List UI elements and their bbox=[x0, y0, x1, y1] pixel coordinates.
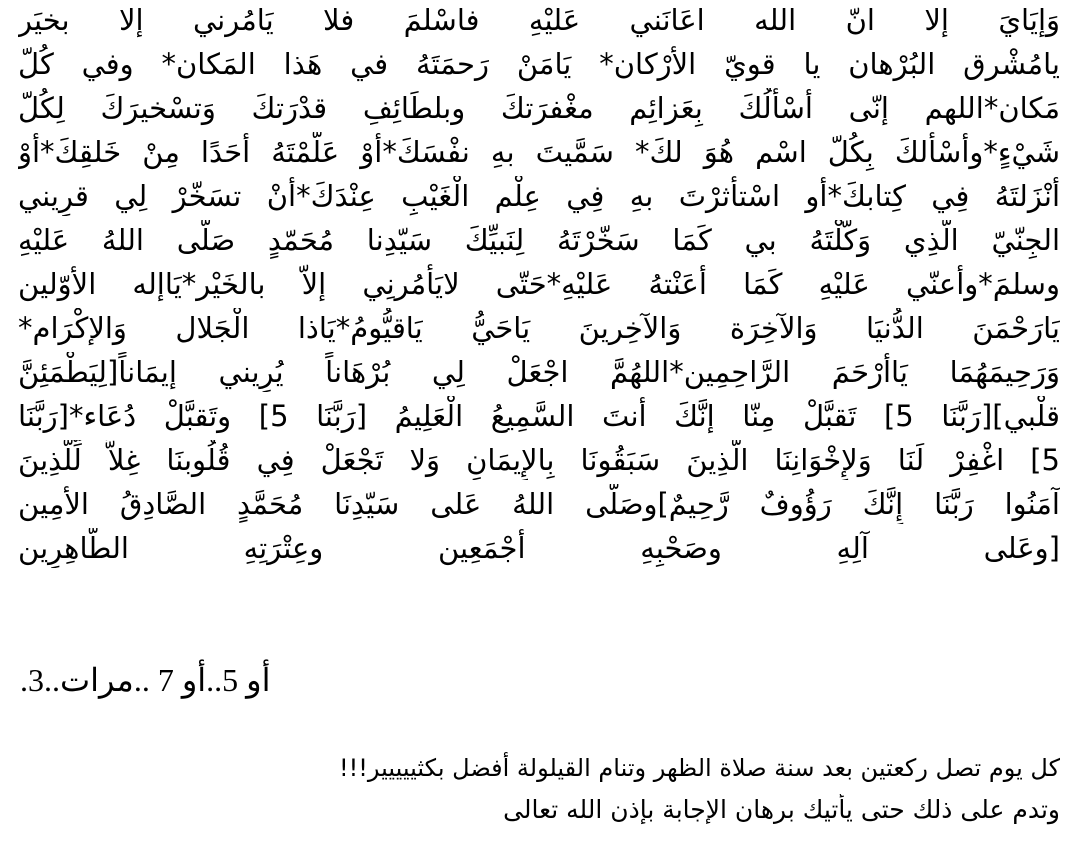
text-line-8: يَارَحْمَنَ الدُّنيَا وَالآخِرَة وَالآخِرينَ يَاحَيُّ يَاقيُّومُ*يَاذا الْجَلال وَالإكْرَام* bbox=[18, 311, 1060, 345]
text-line-2: يامُشْرق البُرْهان يا قويّ الأرْكان* يَامَنْ رَحمَتَهُ في هَذا المَكان* وفي كُلّ bbox=[18, 47, 1060, 81]
footer-line-2: وتدم على ذلك حتى يأتيك برهان الإجابة بإذن الله تعالى bbox=[503, 795, 1060, 824]
text-line-7: وسلمَ*وأعنّي عَليْهِ كَمَا أعَنْتهُ عَليْهِ*حَتّى لايَأمُرنِي إلاّ بالخَيْر*يَاإله الأوّلين bbox=[18, 267, 1060, 301]
text-line-10: قلْبي][رَبَّنَا 5] تَقبَّلْ مِنّا إنَّكَ أنتَ السَّمِيعُ الْعَلِيمُ [رَبَّنَا 5] وتَقبَّلْ دُعَاء*[رَبَّنَا bbox=[18, 399, 1060, 433]
text-line-5: أنْزَلتَهُ فِي كِتابكَ*أو اسْتأثرْتَ بهِ فِي عِلْم الْغَيْبِ عِنْدَكَ*أنْ تسَخّرْ لِي قرِيني bbox=[18, 179, 1060, 213]
text-line-13: [وعَلى آلِهِ وصَحْبِهِ أجْمَعِين وعِتْرَتِهِ الطَّاهِرِين bbox=[18, 531, 1060, 565]
text-line-1: وَإيَايَ إلا انّ الله اعَانَني عَليْهِ فاسْلمَ فلا يَامُرني إلا بخيَر bbox=[18, 3, 1060, 37]
footer-line-1: كل يوم تصل ركعتين بعد سنة صلاة الظهر وتنام القيلولة أفضل بكثييييير!!! bbox=[339, 754, 1060, 782]
text-line-6: الجِنّيّ الّذِي وَكّلْتَهُ بي كَمَا سَخّرْتَهُ لِنَبيِّكَ سَيّدِنا مُحَمّدٍ صَلّى اللهُ عَليْهِ bbox=[18, 223, 1060, 257]
repeat-count-note: أو 5..أو 7 ..مرات..3. bbox=[20, 662, 271, 698]
text-line-9: وَرَحِيمَهُمَا يَاأرْحَمَ الرَّاحِمِين*اللهُمَّ اجْعَلْ لِي بُرْهَاناً يُرِيني إيمَاناً[لِيَطْمَئِنَّ bbox=[18, 355, 1060, 389]
text-line-3: مَكان*اللهم إنّى أسْألُكَ بِعَزائِم مغْفرَتكَ وبلطَائِفِ قدْرَتكَ وَتسْخيرَكَ لِكُلّ bbox=[18, 91, 1060, 125]
text-line-11: 5] اغْفِرْ لَنَا وَلإِخْوَانِنَا الَّذِينَ سَبَقُونَا بِالإِيمَانِ وَلا تَجْعَلْ فِي قُلُوبنَا غِلاًّ لِّلَّذِينَ bbox=[18, 443, 1060, 477]
text-line-12: آمَنُوا رَبَّنَا إِنَّكَ رَؤُوفٌ رَّحِيمٌ]وصَلّى اللهُ عَلى سَيّدِنَا مُحَمَّدٍ الصَّادِقُ الأمِين bbox=[18, 487, 1060, 521]
text-line-4: شَيْءٍ*وأسْألكَ بِكُلّ اسْم هُوَ لكَ* سَمَّيتَ بهِ نفْسَكَ*أوْ عَلَّمْتَهُ أحَدًا مِنْ خَلقِكَ*أوْ bbox=[18, 135, 1060, 169]
